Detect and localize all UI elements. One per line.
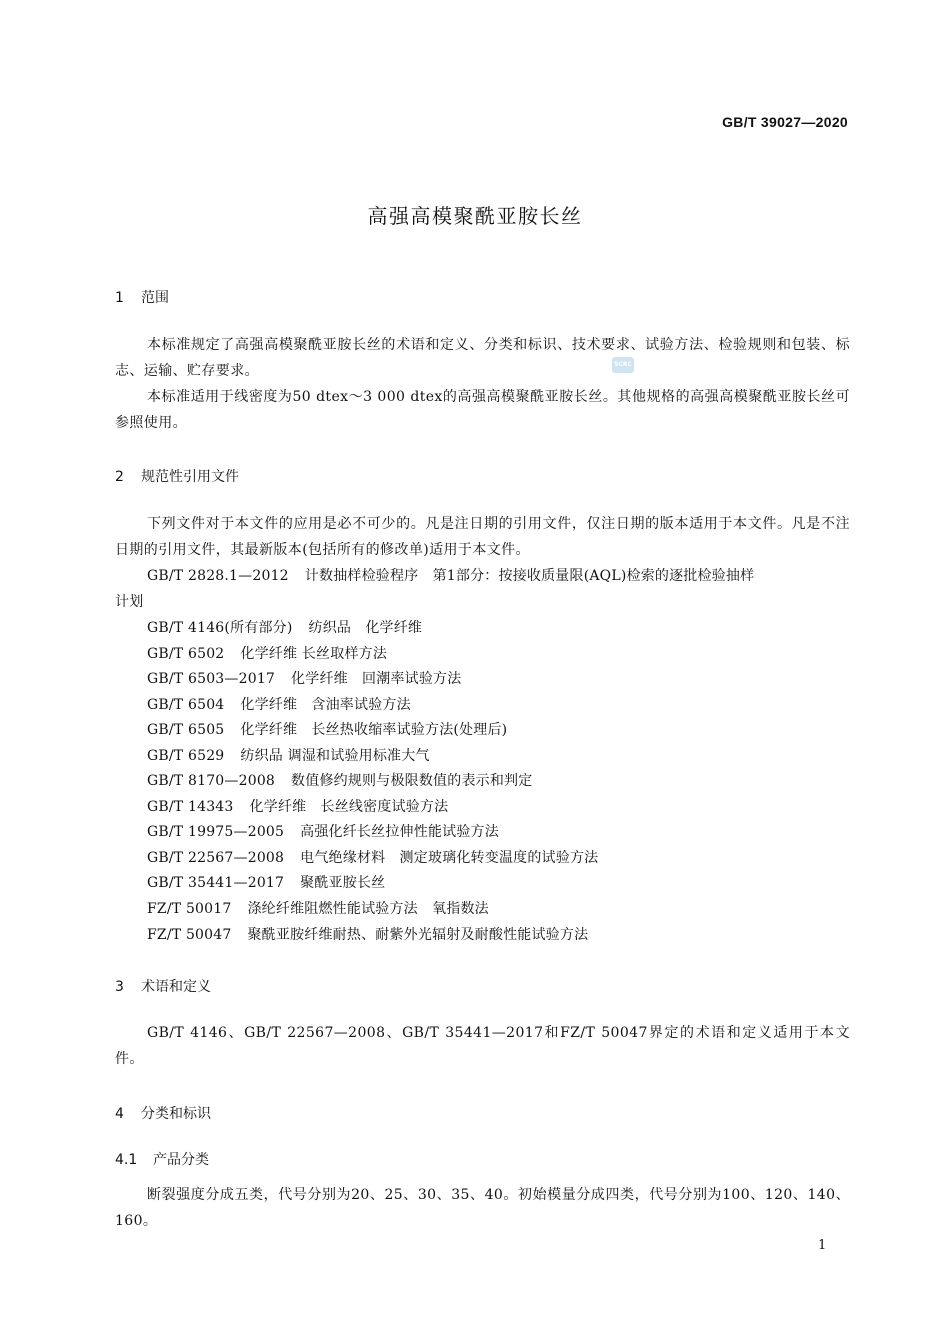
section-1-heading: 1 范围 [115,290,169,306]
reference-item: GB/T 35441—2017 聚酰亚胺长丝 [147,875,386,891]
section-4-1-paragraph: 断裂强度分成五类，代号分别为20、25、30、35、40。初始模量分成四类，代号分别为100、120、140、160。 [115,1187,850,1229]
standard-number: GB/T 39027—2020 [722,114,848,130]
reference-item: GB/T 2828.1—2012 计数抽样检验程序 第1部分：按接收质量限(AQL)检索的逐批检验抽样 计划 [115,568,755,610]
section-4-1-heading: 4.1 产品分类 [115,1152,209,1168]
reference-item: FZ/T 50017 涤纶纤维阻燃性能试验方法 氧指数法 [147,901,489,917]
reference-item: GB/T 8170—2008 数值修约规则与极限数值的表示和判定 [147,773,533,789]
reference-item: GB/T 19975—2005 高强化纤长丝拉伸性能试验方法 [147,824,499,840]
reference-item: GB/T 6502 化学纤维 长丝取样方法 [147,646,388,662]
section-3-paragraph: GB/T 4146、GB/T 22567—2008、GB/T 35441—2017和FZ/T 50047界定的术语和定义适用于本文件。 [115,1025,850,1067]
section-2-heading: 2 规范性引用文件 [115,469,239,485]
reference-item: GB/T 14343 化学纤维 长丝线密度试验方法 [147,799,449,815]
reference-item: GB/T 22567—2008 电气绝缘材料 测定玻璃化转变温度的试验方法 [147,850,599,866]
reference-item: GB/T 4146(所有部分) 纺织品 化学纤维 [147,620,423,636]
section-1-paragraph-1: 本标准规定了高强高模聚酰亚胺长丝的术语和定义、分类和标识、技术要求、试验方法、检验规则和包装、标志、运输、贮存要求。 [115,337,850,379]
section-3-heading: 3 术语和定义 [115,979,211,995]
page-number: 1 [818,1238,827,1253]
reference-item: GB/T 6505 化学纤维 长丝热收缩率试验方法(处理后) [147,722,508,738]
section-4-heading: 4 分类和标识 [115,1106,211,1122]
reference-item: GB/T 6504 化学纤维 含油率试验方法 [147,697,411,713]
reference-item: FZ/T 50047 聚酰亚胺纤维耐热、耐紫外光辐射及耐酸性能试验方法 [147,927,589,943]
section-1-paragraph-2: 本标准适用于线密度为50 dtex～3 000 dtex的高强高模聚酰亚胺长丝。其他规格的高强高模聚酰亚胺长丝可参照使用。 [115,389,850,431]
section-2-intro: 下列文件对于本文件的应用是必不可少的。凡是注日期的引用文件，仅注日期的版本适用于本文件。凡是不注日期的引用文件，其最新版本(包括所有的修改单)适用于本文件。 [115,516,850,558]
watermark-logo: SCRC [612,357,634,373]
reference-item: GB/T 6529 纺织品 调湿和试验用标准大气 [147,748,430,764]
document-title: 高强高模聚酰亚胺长丝 [367,204,583,228]
reference-item: GB/T 6503—2017 化学纤维 回潮率试验方法 [147,671,462,687]
